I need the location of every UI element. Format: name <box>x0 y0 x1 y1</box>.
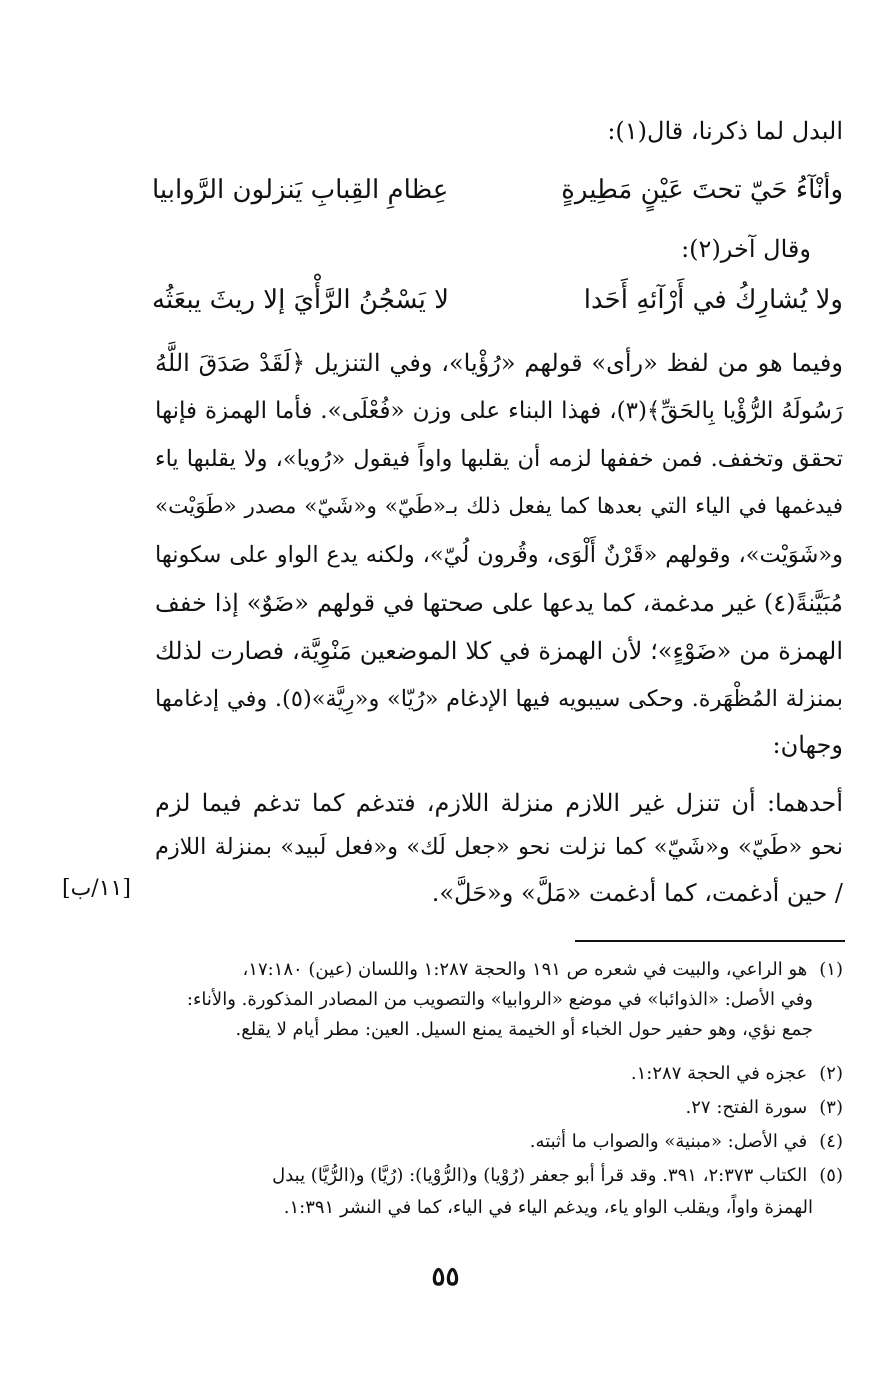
footnote-number: (٣) <box>819 1097 843 1118</box>
paragraph-line: فيدغمها في الياء التي بعدها كما يفعل ذلك بـ«طَيّ» و«شَيّ» مصدر «طَوَيْت» <box>155 494 843 519</box>
footnote-1-line: جمع نؤي، وهو حفير حول الخباء أو الخيمة يمنع السيل. العين: مطر أيام لا يقلع. <box>235 1019 813 1040</box>
verse-1-second-hemistich: عِظامِ القِبابِ يَنزلون الرَّوابيا <box>152 175 449 205</box>
footnote-text: الكتاب ٢:٣٧٣، ٣٩١. وقد قرأ أبو جعفر (رُوْيا) و(الرُّوْيا): (رُيَّا) و(الرُّيَّا) يبدل <box>272 1165 808 1186</box>
page-number: ٥٥ <box>431 1262 460 1292</box>
footnote-5-line <box>272 1162 843 1190</box>
footnote-number: (٥) <box>819 1165 843 1186</box>
footnote-text: سورة الفتح: ٢٧. <box>685 1097 808 1118</box>
verse-2-second-hemistich: ولا يُشارِكُ في أَرْآئهِ أَحَدا <box>583 285 843 315</box>
footnote-3 <box>686 1094 843 1122</box>
verse-2-first-hemistich: لا يَسْجُنُ الرَّأْيَ إلا ريثَ يبعَثُه <box>152 285 450 315</box>
footnote-number: (١) <box>819 959 843 980</box>
footnote-number: (٤) <box>819 1131 843 1152</box>
footnote-number: (٢) <box>819 1063 843 1084</box>
footnote-separator <box>575 940 845 942</box>
paragraph-line: نحو «طَيّ» و«شَيّ» كما نزلت نحو «جعل لَك» و«فعل لَبيد» بمنزلة اللازم <box>155 834 843 860</box>
paragraph-line: الهمزة من «ضَوْءٍ»؛ لأن الهمزة في كلا الموضعين مَنْوِيَّة، فصارت لذلك <box>155 637 844 665</box>
paragraph-line: وفيما هو من لفظ «رأى» قولهم «رُؤْيا»، وفي التنزيل ﴿لَقَدْ صَدَقَ اللَّهُ <box>155 349 843 377</box>
footnote-1-line <box>242 956 843 984</box>
paragraph-line: مُبَيَّنةً(٤) غير مدغمة، كما يدعها على صحتها في قولهم «ضَوٌ» إذا خفف <box>155 589 843 617</box>
footnote-4 <box>530 1128 843 1156</box>
verse-1-first-hemistich: وأنْآءُ حَيّ تحتَ عَيْنٍ مَطِيرةٍ <box>561 175 843 205</box>
paragraph-line: وجهان: <box>772 731 843 759</box>
paragraph-line: أحدهما: أن تنزل غير اللازم منزلة اللازم، فتدغم كما تدغم فيما لزم <box>155 789 843 817</box>
footnote-text: عجزه في الحجة ١:٢٨٧. <box>630 1063 808 1084</box>
paragraph-line: / حين أدغمت، كما أدغمت «مَلَّ» و«حَلَّ». <box>431 879 843 907</box>
footnote-2 <box>631 1060 843 1088</box>
manuscript-folio-marker: [١١/ب] <box>62 876 131 901</box>
footnote-1-line: وفي الأصل: «الذوائبا» في موضع «الروابيا» والتصويب من المصادر المذكورة. والأناء: <box>186 989 813 1010</box>
paragraph-line: بمنزلة المُظْهَرة. وحكى سيبويه فيها الإدغام «رُيّا» و«رِيَّة»(٥). وفي إدغامها <box>155 686 844 712</box>
paragraph-line: و«شَوَيْت»، وقولهم «قَرْنٌ أَلْوَى، وقُرون لُيّ»، ولكنه يدع الواو على سكونها <box>155 542 843 568</box>
intro-line-2: وقال آخر(٢): <box>681 235 811 263</box>
paragraph-line: تحقق وتخفف. فمن خففها لزمه أن يقلبها واواً فيقول «رُويا»، ولا يقلبها ياء <box>155 446 843 472</box>
footnote-text: في الأصل: «مبنية» والصواب ما أثبته. <box>529 1131 808 1152</box>
intro-line: البدل لما ذكرنا، قال(١): <box>607 117 843 145</box>
footnote-text: هو الراعي، والبيت في شعره ص ١٩١ والحجة ١:٢٨٧ واللسان (عين) ١٧:١٨٠، <box>242 959 808 980</box>
paragraph-line: رَسُولَهُ الرُّؤْيا بِالحَقِّ﴾(٣)، فهذا البناء على وزن «فُعْلَى». فأما الهمزة فإنها <box>155 398 843 424</box>
footnote-5-line: الهمزة واواً، ويقلب الواو ياء، ويدغم الياء في الياء، كما في النشر ١:٣٩١. <box>283 1197 813 1218</box>
